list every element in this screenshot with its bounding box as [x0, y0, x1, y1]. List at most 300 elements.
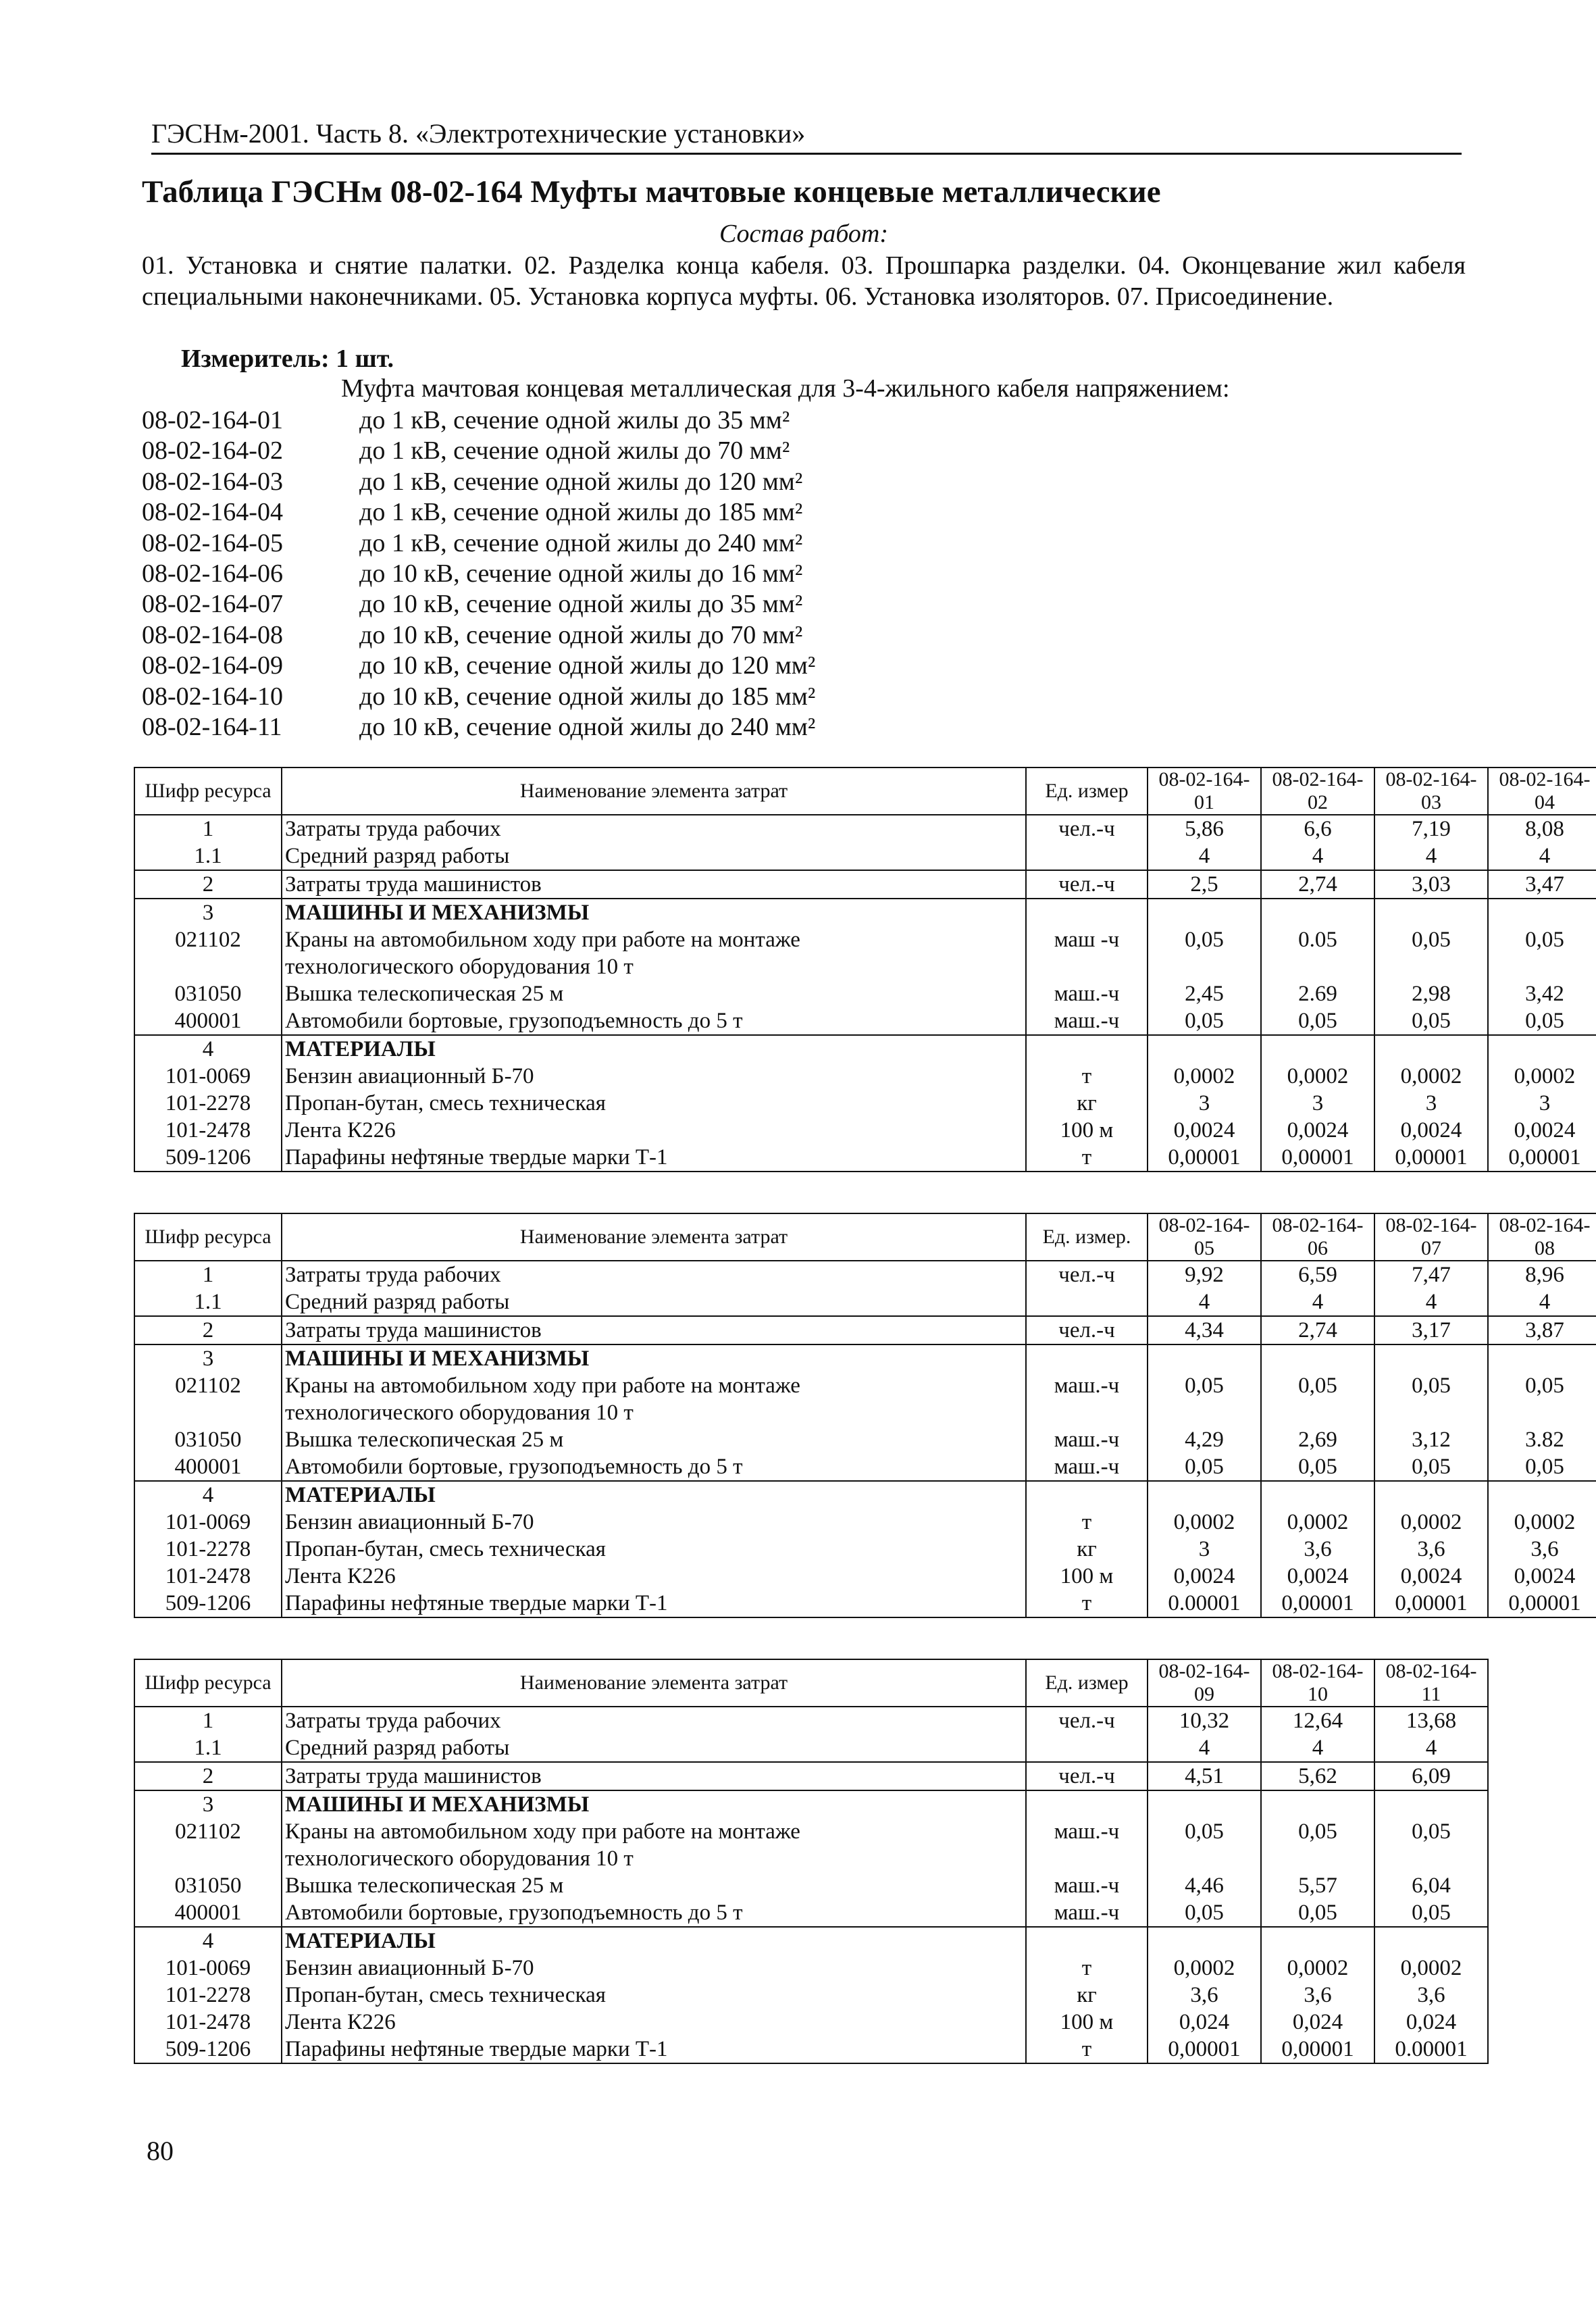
cost-element-name: МАШИНЫ И МЕХАНИЗМЫ	[282, 899, 1026, 926]
resource-code: 3	[134, 1344, 282, 1372]
resource-code: 1	[134, 1707, 282, 1734]
unit-of-measure: т	[1026, 1955, 1148, 1982]
page-number: 80	[147, 2136, 174, 2166]
norm-value: 0,0024	[1374, 1117, 1488, 1144]
resource-code: 1	[134, 1261, 282, 1288]
header-column-code: 08-02-164-09	[1148, 1659, 1261, 1707]
resource-code: 2	[134, 870, 282, 899]
norm-value	[1261, 1927, 1374, 1955]
norm-value	[1488, 1399, 1596, 1426]
resource-code: 3	[134, 1790, 282, 1818]
header-column-code: 08-02-164-01	[1148, 768, 1261, 815]
cost-element-name: Лента К226	[282, 1117, 1026, 1144]
norm-value: 3,42	[1488, 980, 1596, 1007]
norm-value: 0,05	[1148, 1899, 1261, 1927]
norm-value: 6,59	[1261, 1261, 1374, 1288]
norm-value: 7,47	[1374, 1261, 1488, 1288]
table-row	[134, 1007, 1596, 1035]
resource-code: 021102	[134, 926, 282, 953]
norm-value: 0,00001	[1148, 2036, 1261, 2063]
norm-value: 3,6	[1261, 1536, 1374, 1563]
norm-value: 2,98	[1374, 980, 1488, 1007]
norm-value: 3,6	[1488, 1536, 1596, 1563]
cost-element-name: технологического оборудования 10 т	[282, 1399, 1026, 1426]
resource-code: 101-0069	[134, 1955, 282, 1982]
resource-code: 509-1206	[134, 1144, 282, 1172]
norm-value: 0,0024	[1261, 1563, 1374, 1590]
cost-element-name: Лента К226	[282, 1563, 1026, 1590]
resource-code: 101-2478	[134, 1563, 282, 1590]
table-row	[134, 1035, 1596, 1063]
norm-value: 4,29	[1148, 1426, 1261, 1453]
norm-value: 4,34	[1148, 1316, 1261, 1344]
unit-of-measure	[1026, 1344, 1148, 1372]
table-row	[134, 2009, 1488, 2036]
norm-value: 3,12	[1374, 1426, 1488, 1453]
norm-value	[1148, 953, 1261, 980]
norm-table	[134, 1213, 1596, 1618]
table-row	[134, 1509, 1596, 1536]
header-name: Наименование элемента затрат	[282, 768, 1026, 815]
variant-code: 08-02-164-03	[142, 467, 283, 496]
resource-code: 400001	[134, 1453, 282, 1481]
norm-value: 3,17	[1374, 1316, 1488, 1344]
table-row	[134, 1144, 1596, 1172]
norm-value: 0.00001	[1374, 2036, 1488, 2063]
variant-item	[142, 559, 1290, 589]
norm-value	[1261, 953, 1374, 980]
unit-of-measure: маш.-ч	[1026, 1372, 1148, 1399]
unit-of-measure: кг	[1026, 1982, 1148, 2009]
norm-value: 3,87	[1488, 1316, 1596, 1344]
cost-element-name: Краны на автомобильном ходу при работе на монтаже	[282, 1372, 1026, 1399]
norm-value: 0,0024	[1148, 1117, 1261, 1144]
resource-code: 1	[134, 815, 282, 842]
norm-value: 0,0002	[1148, 1955, 1261, 1982]
norm-value: 0,0024	[1488, 1563, 1596, 1590]
table-row	[134, 1481, 1596, 1509]
unit-of-measure: чел.-ч	[1026, 1316, 1148, 1344]
unit-of-measure: маш.-ч	[1026, 980, 1148, 1007]
cost-element-name: Краны на автомобильном ходу при работе на монтаже	[282, 926, 1026, 953]
resource-code: 400001	[134, 1007, 282, 1035]
cost-element-name: Парафины нефтяные твердые марки Т-1	[282, 1144, 1026, 1172]
norm-value	[1488, 1035, 1596, 1063]
norm-value: 5,57	[1261, 1872, 1374, 1899]
resource-code: 021102	[134, 1372, 282, 1399]
measure-unit: Измеритель: 1 шт.	[181, 345, 394, 373]
norm-value: 0,00001	[1261, 1590, 1374, 1617]
norm-value: 0,05	[1374, 926, 1488, 953]
norm-value: 3	[1148, 1090, 1261, 1117]
variant-description: до 1 кВ, сечение одной жилы до 240 мм²	[359, 528, 803, 557]
norm-value: 0,05	[1148, 1818, 1261, 1845]
table-header-row	[134, 1213, 1596, 1261]
norm-value: 12,64	[1261, 1707, 1374, 1734]
table-row	[134, 815, 1596, 842]
norm-value: 0,024	[1148, 2009, 1261, 2036]
variant-description: до 10 кВ, сечение одной жилы до 120 мм²	[359, 651, 816, 680]
header-column-code: 08-02-164-04	[1488, 768, 1596, 815]
cost-element-name: Бензин авиационный Б-70	[282, 1955, 1026, 1982]
norm-value: 0,0002	[1261, 1063, 1374, 1090]
norm-value: 4	[1374, 1734, 1488, 1762]
cost-element-name: Вышка телескопическая 25 м	[282, 1872, 1026, 1899]
table-row	[134, 1790, 1488, 1818]
table-row	[134, 980, 1596, 1007]
unit-of-measure: чел.-ч	[1026, 1762, 1148, 1790]
norm-value	[1148, 1481, 1261, 1509]
header-column-code: 08-02-164-10	[1261, 1659, 1374, 1707]
norm-value: 0,05	[1261, 1372, 1374, 1399]
unit-of-measure: т	[1026, 1063, 1148, 1090]
unit-of-measure: маш.-ч	[1026, 1007, 1148, 1035]
norm-value: 4	[1261, 1734, 1374, 1762]
variant-description: до 1 кВ, сечение одной жилы до 35 мм²	[359, 406, 790, 434]
unit-of-measure	[1026, 899, 1148, 926]
header-column-code: 08-02-164-03	[1374, 768, 1488, 815]
norm-value: 4	[1261, 1288, 1374, 1316]
norm-value: 10,32	[1148, 1707, 1261, 1734]
unit-of-measure	[1026, 1927, 1148, 1955]
variant-description: до 1 кВ, сечение одной жилы до 185 мм²	[359, 498, 803, 527]
resource-code: 101-2278	[134, 1536, 282, 1563]
resource-code	[134, 1845, 282, 1872]
variant-code: 08-02-164-08	[142, 620, 283, 649]
norm-value	[1374, 1344, 1488, 1372]
norm-value	[1148, 1035, 1261, 1063]
norm-value: 2,5	[1148, 870, 1261, 899]
norm-value: 3,6	[1374, 1536, 1488, 1563]
cost-element-name: Автомобили бортовые, грузоподъемность до 5 т	[282, 1899, 1026, 1927]
norm-value: 8,96	[1488, 1261, 1596, 1288]
unit-of-measure	[1026, 1790, 1148, 1818]
unit-of-measure: кг	[1026, 1090, 1148, 1117]
cost-element-name: Автомобили бортовые, грузоподъемность до 5 т	[282, 1453, 1026, 1481]
resource-code: 031050	[134, 1872, 282, 1899]
table-row	[134, 1399, 1596, 1426]
unit-of-measure: т	[1026, 2036, 1148, 2063]
variant-item	[142, 682, 1290, 712]
table-row	[134, 1955, 1488, 1982]
norm-value	[1261, 1481, 1374, 1509]
cost-element-name: Краны на автомобильном ходу при работе на монтаже	[282, 1818, 1026, 1845]
unit-of-measure: маш.-ч	[1026, 1899, 1148, 1927]
table-row	[134, 1288, 1596, 1316]
cost-element-name: технологического оборудования 10 т	[282, 953, 1026, 980]
variant-item	[142, 436, 1290, 466]
norm-value	[1374, 1845, 1488, 1872]
variant-item	[142, 405, 1290, 436]
norm-value: 13,68	[1374, 1707, 1488, 1734]
norm-value	[1148, 1927, 1261, 1955]
norm-value: 4	[1488, 1288, 1596, 1316]
norm-value	[1261, 1790, 1374, 1818]
header-unit: Ед. измер.	[1026, 1213, 1148, 1261]
table-row	[134, 1899, 1488, 1927]
norm-value: 2,74	[1261, 870, 1374, 899]
norm-value: 6,6	[1261, 815, 1374, 842]
unit-of-measure	[1026, 1734, 1148, 1762]
norm-value: 0,0002	[1374, 1509, 1488, 1536]
norm-value: 0,024	[1374, 2009, 1488, 2036]
resource-code: 4	[134, 1035, 282, 1063]
norm-value: 0,0002	[1148, 1063, 1261, 1090]
resource-code: 021102	[134, 1818, 282, 1845]
norm-value	[1374, 1035, 1488, 1063]
variant-description: до 1 кВ, сечение одной жилы до 70 мм²	[359, 436, 790, 466]
table-row	[134, 1982, 1488, 2009]
norm-value: 0,0024	[1374, 1563, 1488, 1590]
unit-of-measure: чел.-ч	[1026, 1261, 1148, 1288]
norm-value: 0,0002	[1261, 1509, 1374, 1536]
unit-of-measure: 100 м	[1026, 2009, 1148, 2036]
norm-value: 0,0002	[1261, 1955, 1374, 1982]
norm-value: 0.00001	[1148, 1590, 1261, 1617]
norm-value	[1374, 1481, 1488, 1509]
norm-value: 3.82	[1488, 1426, 1596, 1453]
header-column-code: 08-02-164-08	[1488, 1213, 1596, 1261]
norm-value: 0,05	[1374, 1818, 1488, 1845]
header-unit: Ед. измер	[1026, 768, 1148, 815]
norm-value: 0.05	[1261, 926, 1374, 953]
norm-value: 3	[1148, 1536, 1261, 1563]
table-row	[134, 842, 1596, 870]
cost-element-name: Лента К226	[282, 2009, 1026, 2036]
resource-code: 509-1206	[134, 2036, 282, 2063]
unit-of-measure: 100 м	[1026, 1117, 1148, 1144]
norm-value: 0,05	[1148, 1007, 1261, 1035]
norm-value: 4	[1374, 1288, 1488, 1316]
cost-element-name: Средний разряд работы	[282, 1734, 1026, 1762]
norm-value: 0,00001	[1488, 1590, 1596, 1617]
unit-of-measure: чел.-ч	[1026, 1707, 1148, 1734]
table-row	[134, 1927, 1488, 1955]
norm-value: 0,05	[1374, 1372, 1488, 1399]
resource-code: 3	[134, 899, 282, 926]
table-row	[134, 1818, 1488, 1845]
table-row	[134, 899, 1596, 926]
norm-value: 3,6	[1261, 1982, 1374, 2009]
cost-element-name: Средний разряд работы	[282, 842, 1026, 870]
norm-value: 0,024	[1261, 2009, 1374, 2036]
norm-value	[1148, 1790, 1261, 1818]
norm-value	[1261, 899, 1374, 926]
norm-value	[1148, 1344, 1261, 1372]
resource-code: 1.1	[134, 1734, 282, 1762]
variant-code: 08-02-164-01	[142, 406, 283, 434]
norm-value: 4	[1148, 842, 1261, 870]
norm-value: 4,51	[1148, 1762, 1261, 1790]
norm-value	[1488, 953, 1596, 980]
variant-code: 08-02-164-10	[142, 682, 283, 711]
unit-of-measure: маш.-ч	[1026, 1453, 1148, 1481]
table-header-row	[134, 768, 1596, 815]
norm-value: 3	[1374, 1090, 1488, 1117]
table-row	[134, 1426, 1596, 1453]
norm-value: 6,04	[1374, 1872, 1488, 1899]
unit-of-measure: 100 м	[1026, 1563, 1148, 1590]
cost-element-name: Средний разряд работы	[282, 1288, 1026, 1316]
norm-value: 9,92	[1148, 1261, 1261, 1288]
norm-value: 0,0002	[1374, 1955, 1488, 1982]
resource-code: 1.1	[134, 1288, 282, 1316]
norm-value: 8,08	[1488, 815, 1596, 842]
norm-value: 4	[1374, 842, 1488, 870]
cost-element-name: Затраты труда машинистов	[282, 870, 1026, 899]
header-code: Шифр ресурса	[134, 1659, 282, 1707]
unit-of-measure	[1026, 842, 1148, 870]
variant-code: 08-02-164-04	[142, 498, 283, 527]
norm-value: 3,6	[1148, 1982, 1261, 2009]
variant-item	[142, 589, 1290, 620]
norm-value	[1261, 1399, 1374, 1426]
table-row	[134, 1063, 1596, 1090]
norm-value: 0,00001	[1261, 2036, 1374, 2063]
resource-code	[134, 1399, 282, 1426]
norm-value: 0,0002	[1488, 1509, 1596, 1536]
table-row	[134, 2036, 1488, 2063]
norm-value: 2,74	[1261, 1316, 1374, 1344]
norm-value: 0,0002	[1148, 1509, 1261, 1536]
variant-code: 08-02-164-11	[142, 712, 282, 741]
norm-value: 6,09	[1374, 1762, 1488, 1790]
resource-code: 4	[134, 1481, 282, 1509]
norm-value: 0,05	[1261, 1899, 1374, 1927]
norm-value: 0,05	[1488, 1372, 1596, 1399]
norm-value	[1488, 899, 1596, 926]
variant-item	[142, 651, 1290, 681]
unit-of-measure: маш -ч	[1026, 926, 1148, 953]
norm-value: 0,05	[1148, 926, 1261, 953]
resource-code: 101-2478	[134, 2009, 282, 2036]
unit-of-measure: т	[1026, 1509, 1148, 1536]
variant-code: 08-02-164-05	[142, 528, 283, 557]
header-column-code: 08-02-164-07	[1374, 1213, 1488, 1261]
table-row	[134, 1563, 1596, 1590]
variant-code: 08-02-164-06	[142, 559, 283, 588]
unit-of-measure	[1026, 1481, 1148, 1509]
variants-list	[142, 405, 1290, 743]
header-column-code: 08-02-164-06	[1261, 1213, 1374, 1261]
norm-value: 0,05	[1148, 1372, 1261, 1399]
table-row	[134, 1261, 1596, 1288]
header-column-code: 08-02-164-05	[1148, 1213, 1261, 1261]
norm-value	[1374, 1399, 1488, 1426]
variant-item	[142, 467, 1290, 497]
norm-value: 2,69	[1261, 1426, 1374, 1453]
norm-value	[1374, 953, 1488, 980]
table-row	[134, 1872, 1488, 1899]
header-name: Наименование элемента затрат	[282, 1659, 1026, 1707]
norm-value: 0,05	[1148, 1453, 1261, 1481]
norm-value	[1261, 1344, 1374, 1372]
variant-description: до 1 кВ, сечение одной жилы до 120 мм²	[359, 467, 803, 496]
table-row	[134, 1453, 1596, 1481]
cost-element-name: Вышка телескопическая 25 м	[282, 1426, 1026, 1453]
header-name: Наименование элемента затрат	[282, 1213, 1026, 1261]
norm-value: 0,05	[1261, 1453, 1374, 1481]
unit-of-measure: кг	[1026, 1536, 1148, 1563]
header-column-code: 08-02-164-02	[1261, 768, 1374, 815]
cost-element-name: Вышка телескопическая 25 м	[282, 980, 1026, 1007]
cost-element-name: МАТЕРИАЛЫ	[282, 1481, 1026, 1509]
cost-element-name: МАТЕРИАЛЫ	[282, 1927, 1026, 1955]
norm-value: 2,45	[1148, 980, 1261, 1007]
cost-element-name: Пропан-бутан, смесь техническая	[282, 1982, 1026, 2009]
norm-value: 0,05	[1261, 1007, 1374, 1035]
norm-value: 2.69	[1261, 980, 1374, 1007]
cost-element-name: Парафины нефтяные твердые марки Т-1	[282, 1590, 1026, 1617]
table-row	[134, 1344, 1596, 1372]
norm-value	[1148, 899, 1261, 926]
norm-value	[1488, 1344, 1596, 1372]
table-row	[134, 926, 1596, 953]
norm-value: 0,00001	[1488, 1144, 1596, 1172]
norm-table	[134, 1659, 1489, 2064]
table-row	[134, 1536, 1596, 1563]
norm-value: 0,00001	[1261, 1144, 1374, 1172]
cost-element-name: Пропан-бутан, смесь техническая	[282, 1536, 1026, 1563]
norm-value	[1374, 1790, 1488, 1818]
resource-code: 1.1	[134, 842, 282, 870]
norm-value	[1374, 899, 1488, 926]
norm-value: 0,05	[1488, 1007, 1596, 1035]
norm-value: 3	[1488, 1090, 1596, 1117]
norm-value: 0,00001	[1374, 1590, 1488, 1617]
cost-element-name: Бензин авиационный Б-70	[282, 1509, 1026, 1536]
table-row	[134, 1090, 1596, 1117]
variant-code: 08-02-164-09	[142, 651, 283, 680]
variant-description: до 10 кВ, сечение одной жилы до 240 мм²	[359, 712, 816, 741]
norm-value: 7,19	[1374, 815, 1488, 842]
cost-element-name: технологического оборудования 10 т	[282, 1845, 1026, 1872]
norm-value: 4,46	[1148, 1872, 1261, 1899]
cost-element-name: МАШИНЫ И МЕХАНИЗМЫ	[282, 1790, 1026, 1818]
composition-label: Состав работ:	[719, 220, 889, 248]
resource-code: 4	[134, 1927, 282, 1955]
table-row	[134, 870, 1596, 899]
unit-of-measure: маш.-ч	[1026, 1426, 1148, 1453]
resource-code: 2	[134, 1762, 282, 1790]
norm-value: 0,0024	[1148, 1563, 1261, 1590]
resource-code: 031050	[134, 1426, 282, 1453]
cost-element-name: МАШИНЫ И МЕХАНИЗМЫ	[282, 1344, 1026, 1372]
norm-value: 5,62	[1261, 1762, 1374, 1790]
cost-element-name: Затраты труда рабочих	[282, 1707, 1026, 1734]
norm-value: 3,47	[1488, 870, 1596, 899]
norm-value	[1261, 1035, 1374, 1063]
norm-value	[1148, 1399, 1261, 1426]
table-header-row	[134, 1659, 1488, 1707]
norm-value: 0,05	[1488, 1453, 1596, 1481]
norm-value: 3	[1261, 1090, 1374, 1117]
norm-table	[134, 767, 1596, 1172]
norm-value: 0,0002	[1374, 1063, 1488, 1090]
cost-element-name: Автомобили бортовые, грузоподъемность до 5 т	[282, 1007, 1026, 1035]
cost-element-name: МАТЕРИАЛЫ	[282, 1035, 1026, 1063]
unit-of-measure	[1026, 1399, 1148, 1426]
variants-intro: Муфта мачтовая концевая металлическая для 3-4-жильного кабеля напряжением:	[341, 374, 1230, 403]
resource-code	[134, 953, 282, 980]
norm-value: 0,00001	[1374, 1144, 1488, 1172]
unit-of-measure: маш.-ч	[1026, 1872, 1148, 1899]
unit-of-measure	[1026, 1035, 1148, 1063]
variant-description: до 10 кВ, сечение одной жилы до 185 мм²	[359, 682, 816, 711]
variant-item	[142, 620, 1290, 651]
norm-value: 0,05	[1261, 1818, 1374, 1845]
unit-of-measure: маш.-ч	[1026, 1818, 1148, 1845]
